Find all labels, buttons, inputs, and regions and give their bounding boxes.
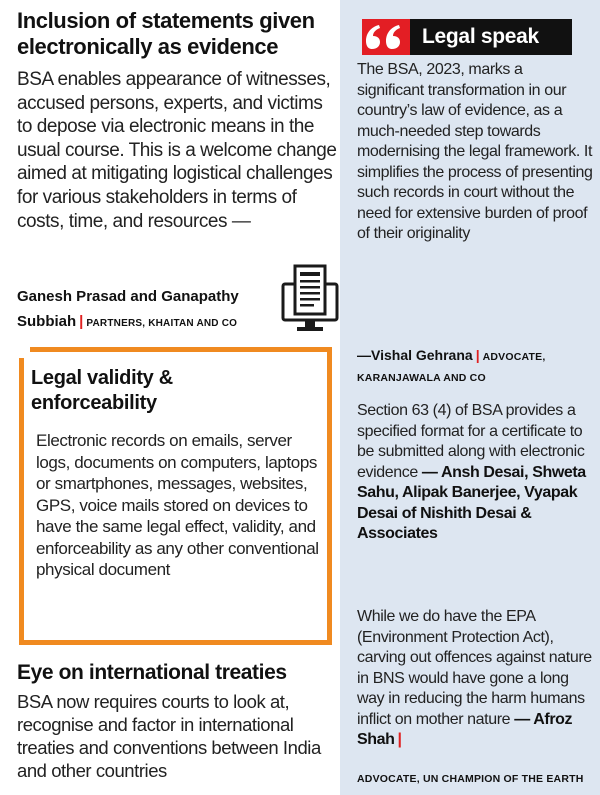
- box-corner-notch: [11, 339, 30, 358]
- quote-gehrana-separator: |: [475, 347, 480, 363]
- quote-gehrana-attribution: [357, 346, 593, 388]
- electronic-statements-attribution: [17, 284, 297, 336]
- quote-section63: [357, 401, 593, 545]
- attribution-name: Ganesh Prasad and Ganapathy Subbiah: [17, 288, 239, 330]
- quote-gehrana-text: The BSA, 2023, marks a significant transformation in our country’s law of evidence, as a much-needed step towards modernising the legal framework. It simplifies the process of presenting such records in court without the need for extensive burden of proof of their originality: [357, 61, 593, 242]
- electronic-statements-body: BSA enables appearance of witnesses, accused persons, experts, and victims to depose via electronic means in the usual course. This is a welcome change aimed at mitigating logistical challenges for various stakeholders in terms of costs, time, and resources —: [17, 69, 337, 232]
- legal-speak-title: Legal speak: [410, 19, 572, 55]
- legal-validity-heading: Legal validity & enforceability: [31, 367, 173, 414]
- attribution-role: PARTNERS, KHAITAN AND CO: [86, 318, 238, 329]
- quote-shah-role: ADVOCATE, UN CHAMPION OF THE EARTH: [357, 773, 584, 785]
- quote-shah: [357, 607, 593, 751]
- treaties-body: BSA now requires courts to look at, recognise and factor in international treaties and conventions between India and other countries: [17, 691, 321, 781]
- quote-shah-text: While we do have the EPA (Environment Protection Act), carving out offences against nature in BNS would have gone a long way in reducing the harm humans inflict on mother nature: [357, 608, 592, 728]
- quote-shah-attribution: [357, 768, 593, 789]
- attribution-separator: |: [79, 313, 84, 330]
- electronic-statements-heading: Inclusion of statements given electronically as evidence: [17, 8, 315, 59]
- quote-gehrana-role: ADVOCATE, KARANJAWALA AND CO: [357, 351, 546, 384]
- legal-validity-body: Electronic records on emails, server logs, documents on computers, laptops or smartphones, messages, websites, GPS, voice mails stored on devices to have the same legal effect, validity, and enforceability as any other conventional physical document: [36, 431, 319, 579]
- quote-mark-icon: [362, 19, 410, 55]
- quote-section63-text: Section 63 (4) of BSA provides a specified format for a certificate to be submitted along with electronic evidence: [357, 402, 585, 481]
- quote-gehrana-name: —Vishal Gehrana: [357, 347, 473, 363]
- quote-shah-name: — Afroz Shah: [357, 710, 573, 748]
- document-on-monitor-icon: [280, 262, 340, 334]
- quote-section63-names: — Ansh Desai, Shweta Sahu, Alipak Banerjee, Vyapak Desai of Nishith Desai & Associates: [357, 463, 586, 542]
- treaties-heading: Eye on international treaties: [17, 661, 287, 684]
- legal-speak-header: [362, 19, 572, 55]
- quote-shah-separator: |: [397, 731, 402, 748]
